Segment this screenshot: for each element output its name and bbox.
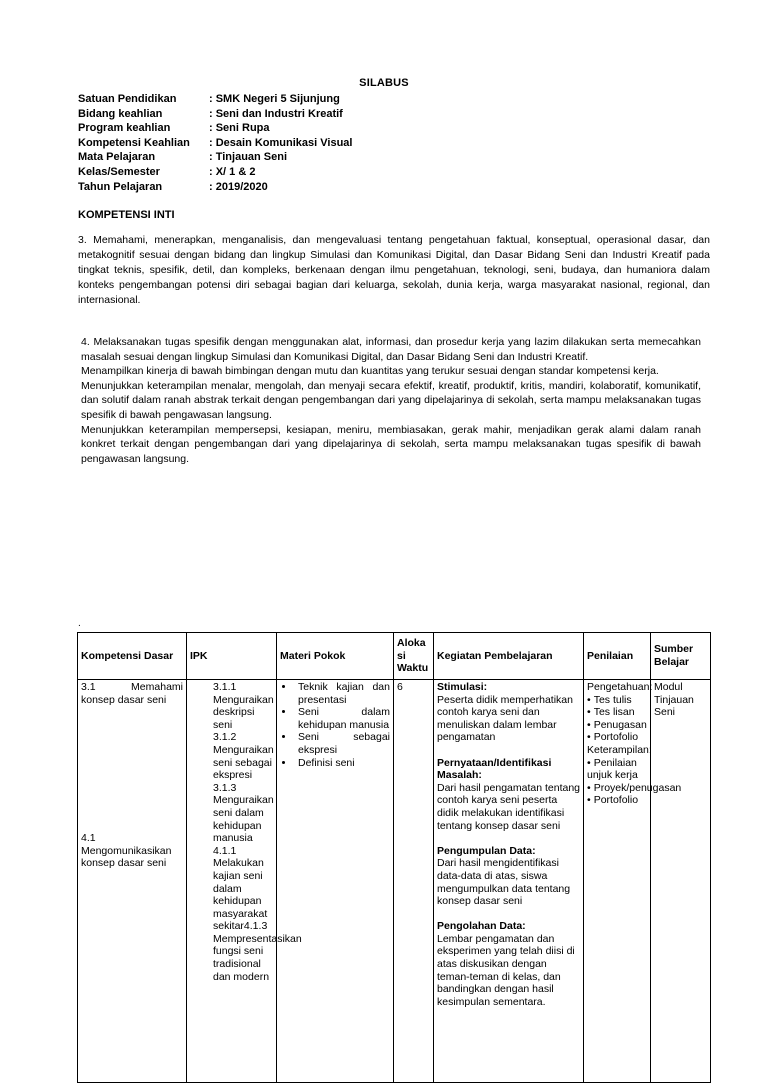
materi-list	[280, 681, 390, 769]
cell-alokasi-waktu: 6	[394, 680, 434, 1083]
penilaian-item: • Tes lisan	[587, 706, 647, 719]
meta-value: : X/ 1 & 2	[209, 165, 256, 178]
meta-label: Satuan Pendidikan	[78, 93, 177, 105]
meta-value: : Desain Komunikasi Visual	[209, 136, 353, 149]
penilaian-label: Keterampilan:	[587, 743, 652, 756]
penilaian-item: • Portofolio	[587, 794, 647, 807]
kegiatan-block	[437, 845, 580, 908]
penilaian-item: • Penugasan	[587, 719, 647, 732]
identity-block	[78, 92, 352, 194]
penilaian-item: • Proyek/penugasan	[587, 782, 647, 795]
table-row	[78, 680, 711, 1083]
meta-label: Bidang keahlian	[78, 107, 163, 120]
materi-item: • Seni dalam kehidupan manusia	[295, 706, 390, 731]
ipk-item: 3.1.2 Menguraikan seni sebagai ekspresi	[213, 731, 274, 782]
header-kegiatan-pembelajaran: Kegiatan Pembelajaran	[434, 633, 584, 680]
meta-label: Kelas/Semester	[78, 165, 160, 178]
kegiatan-text: Dari hasil pengamatan tentang contoh karya seni peserta didik melakukan identifikasi tentang konsep dasar seni	[437, 781, 581, 832]
materi-item: • Teknik kajian dan presentasi	[295, 681, 390, 706]
meta-row	[78, 150, 352, 165]
meta-value: : Seni dan Industri Kreatif	[209, 107, 343, 120]
kd-item: 4.1 Mengomunikasikan konsep dasar seni	[81, 832, 172, 870]
meta-row	[78, 107, 352, 122]
meta-row	[78, 121, 352, 136]
kegiatan-block	[437, 681, 580, 744]
materi-item: • Seni sebagai ekspresi	[295, 731, 390, 756]
cell-kegiatan-pembelajaran	[434, 680, 584, 1083]
penilaian-item: • Portofolio	[587, 731, 647, 744]
ipk-item: 4.1.1 Melakukan kajian seni dalam kehidupan masyarakat sekitar4.1.3 Mempresentasikan fungsi seni tradisional dan modern	[213, 844, 302, 983]
header-alokasi-waktu: Aloka si Waktu	[394, 633, 434, 680]
penilaian-item: • Tes tulis	[587, 694, 647, 707]
meta-row	[78, 136, 352, 151]
header-materi-pokok: Materi Pokok	[277, 633, 394, 680]
meta-value: : 2019/2020	[209, 180, 268, 193]
ipk-item: 3.1.3 Menguraikan seni dalam kehidupan manusia	[213, 781, 274, 845]
kegiatan-text: Peserta didik memperhatikan contoh karya seni dan menuliskan dalam lembar pengamatan	[437, 693, 573, 744]
document-title: SILABUS	[359, 77, 409, 89]
meta-label: Kompetensi Keahlian	[78, 136, 190, 149]
meta-row	[78, 180, 352, 195]
penilaian-item: • Penilaian unjuk kerja	[587, 757, 647, 782]
kegiatan-text: Dari hasil mengidentifikasi data-data di atas, siswa mengumpulkan data tentang konsep dasar seni	[437, 857, 571, 908]
kegiatan-heading: Pengolahan Data:	[437, 920, 526, 933]
ki4-paragraph: 4. Melaksanakan tugas spesifik dengan menggunakan alat, informasi, dan prosedur kerja yang lazim dilakukan serta memecahkan masalah sesuai dengan lingkup Simulasi dan Komunikasi Digital, dan Dasar Bidang Seni dan Industri Kreatif.	[81, 336, 701, 363]
meta-label: Program keahlian	[78, 122, 171, 135]
syllabus-table	[77, 632, 711, 1083]
ipk-item: 3.1.1 Menguraikan deskripsi seni	[213, 681, 274, 731]
meta-row	[78, 92, 352, 107]
penilaian-label: Pengetahuan:	[587, 681, 653, 693]
ki4-paragraph: Menunjukkan keterampilan mempersepsi, kesiapan, meniru, membiasakan, gerak mahir, menjadikan gerak alami dalam ranah konkret terkait dengan pengembangan dari yang dipelajarinya di sekolah, serta mampu melaksanakan tugas spesifik di bawah pengawasan langsung.	[81, 423, 701, 465]
section-heading-kompetensi-inti: KOMPETENSI INTI	[78, 209, 175, 221]
header-penilaian: Penilaian	[584, 633, 651, 680]
cell-ipk	[187, 680, 302, 1083]
kegiatan-heading: Pernyataan/Identifikasi Masalah:	[437, 756, 552, 782]
cell-sumber-belajar: Modul Tinjauan Seni	[651, 680, 711, 1083]
stray-dot: .	[78, 618, 81, 629]
meta-label: Mata Pelajaran	[78, 151, 156, 164]
table-header-row	[78, 633, 711, 680]
kegiatan-block	[437, 920, 580, 1008]
kegiatan-block	[437, 757, 580, 833]
kegiatan-text: Lembar pengamatan dan eksperimen yang telah diisi di atas diskusikan dengan teman-teman di kelas, dan bandingkan dengan hasil kesimpulan sementara.	[437, 932, 575, 1008]
kegiatan-heading: Pengumpulan Data:	[437, 844, 536, 857]
kd-item: 3.1 Memahami konsep dasar seni	[81, 681, 183, 706]
cell-materi-pokok	[277, 680, 394, 1083]
meta-label: Tahun Pelajaran	[78, 180, 163, 193]
header-ipk: IPK	[187, 633, 277, 680]
ki4-paragraphs	[81, 335, 701, 466]
cell-kompetensi-dasar	[78, 680, 187, 1083]
materi-item: • Definisi seni	[295, 757, 390, 770]
ki4-paragraph: Menunjukkan keterampilan menalar, mengolah, dan menyaji secara efektif, kreatif, produktif, kritis, mandiri, kolaboratif, komunikatif, dan solutif dalam ranah abstrak terkait dengan pengembangan dari yang dipelajarinya di sekolah, serta mampu melaksanakan tugas spesifik di bawah pengawasan langsung.	[81, 379, 701, 421]
ki3-paragraph: 3. Memahami, menerapkan, menganalisis, dan mengevaluasi tentang pengetahuan faktual, konseptual, operasional dasar, dan metakognitif sesuai dengan bidang dan lingkup Simulasi dan Komunikasi Digital, dan Dasar Bidang Seni dan Industri Kreatif pada tingkat teknis, spesifik, detil, dan kompleks, berkenaan dengan ilmu pengetahuan, teknologi, seni, budaya, dan humaniora dalam konteks pengembangan potensi diri sebagai bagian dari keluarga, sekolah, dunia kerja, warga masyarakat nasional, regional, dan internasional.	[78, 234, 710, 306]
meta-value: : SMK Negeri 5 Sijunjung	[209, 93, 340, 105]
header-kompetensi-dasar: Kompetensi Dasar	[78, 633, 187, 680]
meta-value: : Tinjauan Seni	[209, 151, 288, 164]
meta-row	[78, 165, 352, 180]
kegiatan-heading: Stimulasi:	[437, 681, 488, 693]
header-sumber-belajar: Sumber Belajar	[651, 633, 711, 680]
meta-value: : Seni Rupa	[209, 122, 270, 135]
ki4-paragraph: Menampilkan kinerja di bawah bimbingan dengan mutu dan kuantitas yang terukur sesuai dengan standar kompetensi kerja.	[81, 365, 659, 378]
